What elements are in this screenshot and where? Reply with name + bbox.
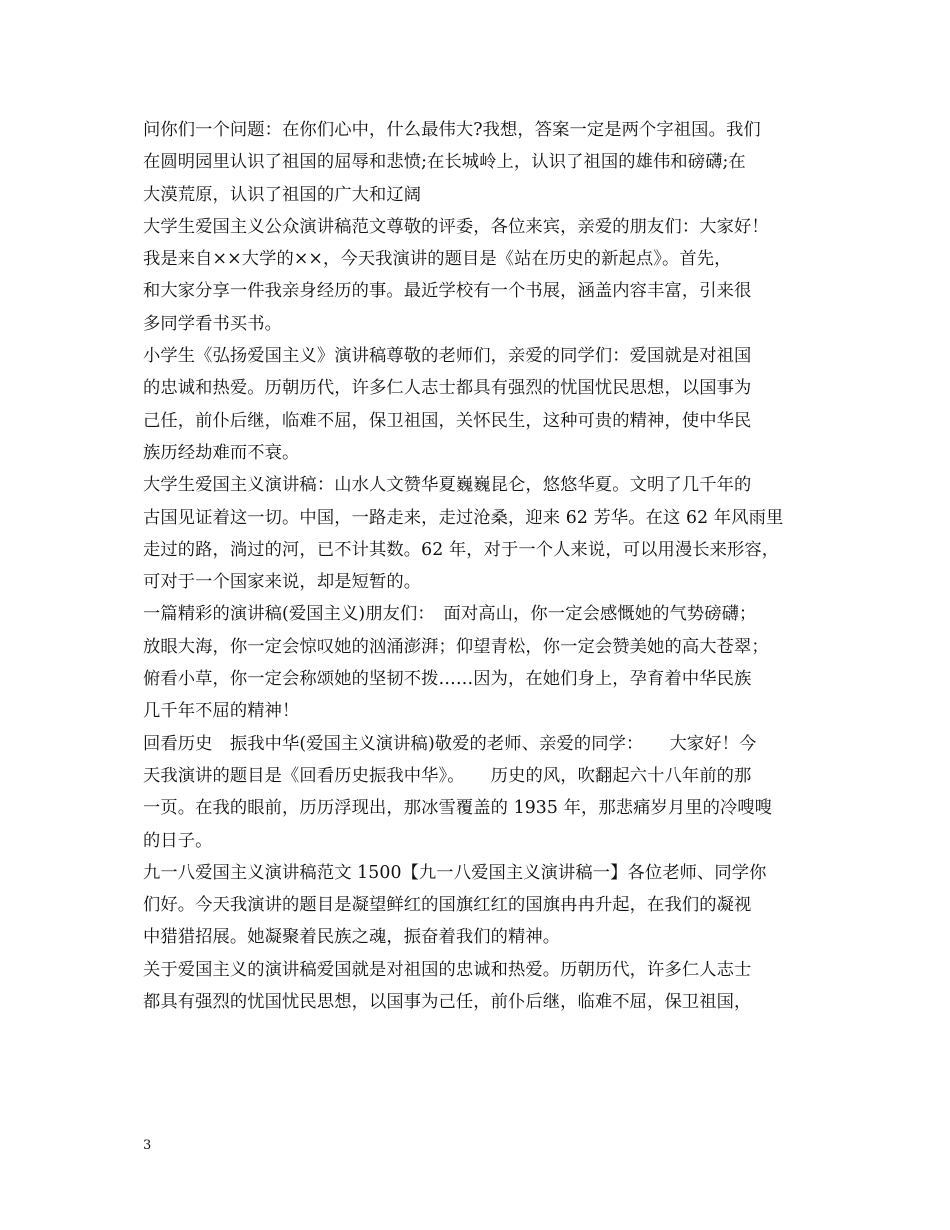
text-line: 可对于一个国家来说，却是短暂的。 xyxy=(143,572,422,593)
text-line: 己任，前仆后继，临难不屈，保卫祖国，关怀民生，这种可贵的精神，使中华民 xyxy=(143,410,752,431)
text-line: 的忠诚和热爱。历朝历代，许多仁人志士都具有强烈的忧国忧民思想，以国事为 xyxy=(143,378,752,399)
text-line: 小学生《弘扬爱国主义》演讲稿尊敬的老师们，亲爱的同学们：爱国就是对祖国 xyxy=(143,346,752,367)
text-line: 俯看小草，你一定会称颂她的坚韧不拨……因为，在她们身上，孕育着中华民族 xyxy=(143,669,752,690)
page-number: 3 xyxy=(143,1138,152,1153)
text-line: 问你们一个问题：在你们心中，什么最伟大?我想，答案一定是两个字祖国。我们 xyxy=(143,120,761,140)
text-line: 大学生爱国主义演讲稿：山水人文赞华夏巍巍昆仑，悠悠华夏。文明了几千年的 xyxy=(143,475,752,496)
text-line: 都具有强烈的忧国忧民思想，以国事为己任，前仆后继，临难不屈，保卫祖国， xyxy=(143,992,752,1013)
text-line: 走过的路，淌过的河，已不计其数。62 年，对于一个人来说，可以用漫长来形容， xyxy=(143,539,780,560)
text-line: 几千年不屈的精神！ xyxy=(143,701,300,722)
text-line: 古国见证着这一切。中国，一路走来，走过沧桑，迎来 62 芳华。在这 62 年风雨里 xyxy=(143,507,784,528)
text-line: 关于爱国主义的演讲稿爱国就是对祖国的忠诚和热爱。历朝历代，许多仁人志士 xyxy=(143,959,752,980)
text-line: 多同学看书买书。 xyxy=(143,313,283,334)
text-line: 放眼大海，你一定会惊叹她的汹涌澎湃；仰望青松，你一定会赞美她的高大苍翠； xyxy=(143,636,769,657)
body-text xyxy=(143,114,833,1018)
text-line: 九一八爱国主义演讲稿范文 1500【九一八爱国主义演讲稿一】各位老师、同学你 xyxy=(143,862,767,883)
text-line: 大漠荒原，认识了祖国的广大和辽阔 xyxy=(143,184,422,205)
text-line: 一篇精彩的演讲稿(爱国主义)朋友们： 面对高山，你一定会感慨她的气势磅礴； xyxy=(143,604,757,625)
text-line: 和大家分享一件我亲身经历的事。最近学校有一个书展，涵盖内容丰富，引来很 xyxy=(143,281,752,302)
text-line: 我是来自××大学的××，今天我演讲的题目是《站在历史的新起点》。首先， xyxy=(143,249,732,270)
text-line: 一页。在我的眼前，历历浮现出，那冰雪覆盖的 1935 年，那悲痛岁月里的冷嗖嗖 xyxy=(143,798,773,819)
text-line: 天我演讲的题目是《回看历史振我中华》。 历史的风，吹翻起六十八年前的那 xyxy=(143,765,752,786)
text-line: 在圆明园里认识了祖国的屈辱和悲愤;在长城岭上，认识了祖国的雄伟和磅礴;在 xyxy=(143,152,746,173)
text-line: 们好。今天我演讲的题目是凝望鲜红的国旗红红的国旗冉冉升起，在我们的凝视 xyxy=(143,895,752,916)
text-line: 回看历史 振我中华(爱国主义演讲稿)敬爱的老师、亲爱的同学： 大家好！今 xyxy=(143,733,757,754)
text-line: 中猎猎招展。她凝聚着民族之魂，振奋着我们的精神。 xyxy=(143,927,561,948)
text-line: 族历经劫难而不衰。 xyxy=(143,442,300,463)
text-line: 大学生爱国主义公众演讲稿范文尊敬的评委，各位来宾，亲爱的朋友们：大家好！ xyxy=(143,216,769,237)
text-line: 的日子。 xyxy=(143,830,213,851)
